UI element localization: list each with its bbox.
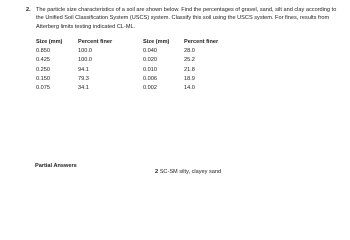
table-cell-finer: 28.0 [184,48,195,54]
table-cell-finer: 94.1 [78,67,89,73]
partial-answer [155,169,221,175]
table-cell-size: 0.002 [143,85,157,91]
header-size-right: Size (mm) [143,39,170,45]
table-cell-finer: 79.3 [78,76,89,82]
header-finer-right: Percent finer [184,39,219,45]
table-cell-finer: 100.0 [78,57,92,63]
question-text: The particle size characteristics of a soil are shown below. Find the percentages of gravel, sand, silt and clay according to the Unified Soil Classification System (USCS) system. Classify this soil using the USCS system. For fines, results from Atterberg limits testing indicated CL-ML. [36,7,337,30]
table-cell-size: 0.150 [36,76,50,82]
table-cell-finer: 25.2 [184,57,195,63]
table-cell-size: 0.075 [36,85,50,91]
table-cell-size: 0.250 [36,67,50,73]
partial-answers-label: Partial Answers [35,163,77,169]
table-cell-finer: 34.1 [78,85,89,91]
header-finer-left: Percent finer [78,39,113,45]
answer-text: SC-SM silty, clayey sand [159,169,222,175]
table-cell-finer: 21.8 [184,67,195,73]
table-cell-size: 0.040 [143,48,157,54]
table-cell-size: 0.020 [143,57,157,63]
table-cell-size: 0.010 [143,67,157,73]
table-cell-size: 0.006 [143,76,157,82]
table-cell-finer: 18.9 [184,76,195,82]
question-number: 2. [26,7,31,13]
table-cell-size: 0.850 [36,48,50,54]
table-cell-size: 0.425 [36,57,50,63]
table-cell-finer: 100.0 [78,48,92,54]
table-cell-finer: 14.0 [184,85,195,91]
header-size-left: Size (mm) [36,39,63,45]
question-block [26,6,344,31]
answer-number: 2 [155,169,159,175]
